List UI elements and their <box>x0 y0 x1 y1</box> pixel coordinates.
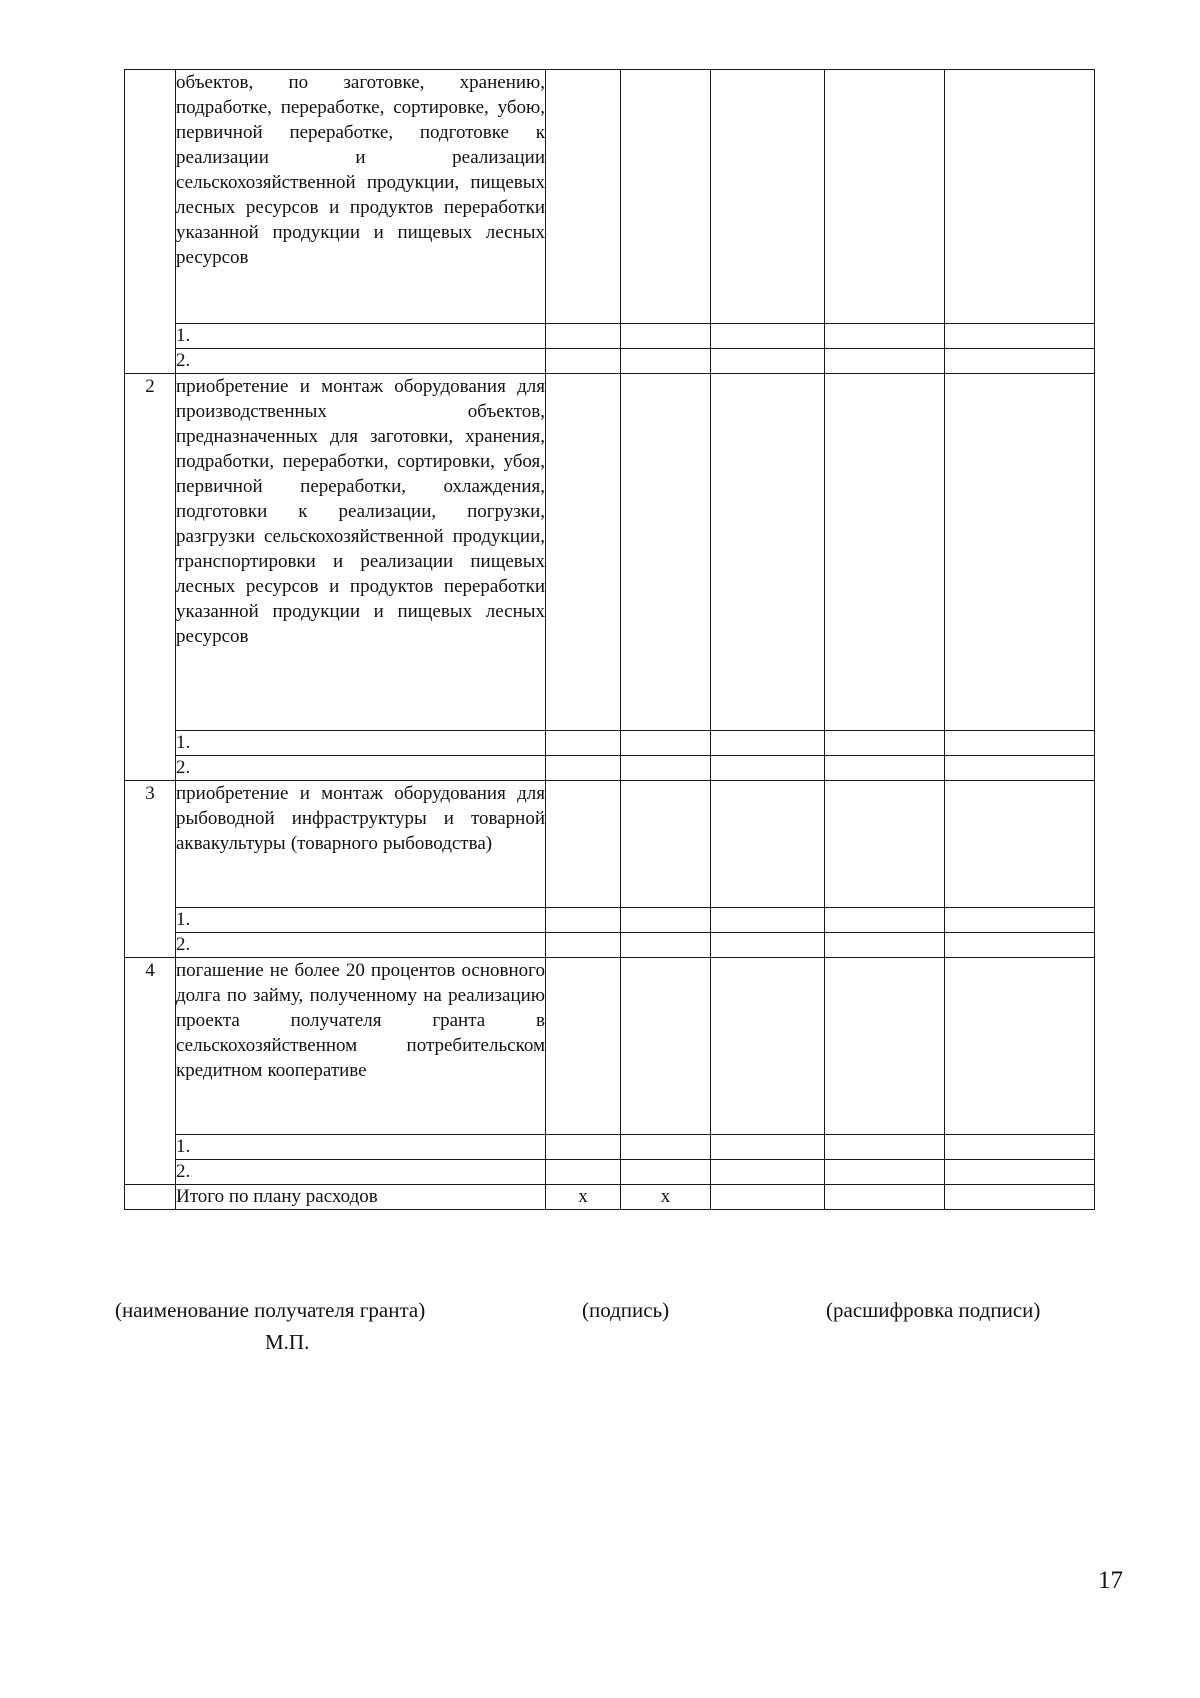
value-cell <box>825 324 945 349</box>
value-cell <box>546 1135 621 1160</box>
subitem-cell: 2. <box>176 933 546 958</box>
value-cell <box>621 1160 711 1185</box>
value-cell <box>945 933 1095 958</box>
value-cell <box>711 1160 825 1185</box>
table-row <box>125 933 1095 958</box>
row-description-cell <box>176 781 546 908</box>
table-row <box>125 958 1095 1135</box>
value-cell <box>945 1185 1095 1210</box>
value-cell <box>711 756 825 781</box>
value-cell <box>546 324 621 349</box>
value-cell <box>546 70 621 324</box>
table-row <box>125 1160 1095 1185</box>
value-cell <box>945 908 1095 933</box>
row-number-cell <box>125 70 176 374</box>
value-cell <box>546 958 621 1135</box>
value-cell <box>825 756 945 781</box>
table-row <box>125 781 1095 908</box>
value-cell <box>711 1135 825 1160</box>
value-cell <box>546 349 621 374</box>
table-row <box>125 1135 1095 1160</box>
total-x-mark: x <box>621 1185 711 1210</box>
value-cell <box>621 933 711 958</box>
value-cell <box>621 731 711 756</box>
row-description: приобретение и монтаж оборудования для производственных объектов, предназначенных для заготовки, хранения, подработки, переработки, сортировки, убоя, первичной переработки, охлаждения, подготовки к реализации, погрузки, разгрузки сельскохозяйственной продукции, транспортировки и реализации пищевых лесных ресурсов и продуктов переработки указанной продукции и пищевых лесных ресурсов <box>176 376 545 647</box>
table-row <box>125 70 1095 324</box>
value-cell <box>825 70 945 324</box>
value-cell <box>546 781 621 908</box>
value-cell <box>825 781 945 908</box>
value-cell <box>621 70 711 324</box>
value-cell <box>945 349 1095 374</box>
table-row <box>125 731 1095 756</box>
subitem-cell: 2. <box>176 1160 546 1185</box>
value-cell <box>711 324 825 349</box>
value-cell <box>621 756 711 781</box>
value-cell <box>546 374 621 731</box>
value-cell <box>711 933 825 958</box>
value-cell <box>945 324 1095 349</box>
value-cell <box>711 70 825 324</box>
row-number: 3 <box>125 781 176 958</box>
value-cell <box>945 731 1095 756</box>
row-description: приобретение и монтаж оборудования для рыбоводной инфраструктуры и товарной аквакультуры (товарного рыбоводства) <box>176 783 545 854</box>
value-cell <box>621 324 711 349</box>
subitem-cell: 2. <box>176 349 546 374</box>
value-cell <box>825 731 945 756</box>
value-cell <box>711 781 825 908</box>
total-label: Итого по плану расходов <box>176 1185 546 1210</box>
subitem-cell: 1. <box>176 731 546 756</box>
table-row <box>125 374 1095 731</box>
value-cell <box>825 1160 945 1185</box>
table-row <box>125 908 1095 933</box>
value-cell <box>825 933 945 958</box>
subitem-cell: 1. <box>176 1135 546 1160</box>
row-description-cell <box>176 70 546 324</box>
value-cell <box>945 70 1095 324</box>
table-row <box>125 349 1095 374</box>
value-cell <box>621 349 711 374</box>
row-description: погашение не более 20 процентов основного долга по займу, полученному на реализацию проекта получателя гранта в сельскохозяйственном потребительском кредитном кооперативе <box>176 960 545 1081</box>
signature-decoding-caption: (расшифровка подписи) <box>826 1298 1041 1322</box>
subitem-cell: 1. <box>176 908 546 933</box>
value-cell <box>621 374 711 731</box>
table-row <box>125 324 1095 349</box>
value-cell <box>546 908 621 933</box>
value-cell <box>711 374 825 731</box>
stamp-place-label: М.П. <box>265 1330 310 1354</box>
expense-plan-table <box>124 69 1095 1210</box>
value-cell <box>621 908 711 933</box>
value-cell <box>825 374 945 731</box>
value-cell <box>825 349 945 374</box>
row-description-cell <box>176 374 546 731</box>
value-cell <box>945 1135 1095 1160</box>
row-description: объектов, по заготовке, хранению, подработке, переработке, сортировке, убою, первичной переработке, подготовке к реализации и реализации сельскохозяйственной продукции, пищевых лесных ресурсов и продуктов переработки указанной продукции и пищевых лесных ресурсов <box>176 72 545 268</box>
value-cell <box>546 933 621 958</box>
value-cell <box>546 731 621 756</box>
value-cell <box>945 1160 1095 1185</box>
value-cell <box>945 756 1095 781</box>
recipient-name-caption: (наименование получателя гранта) <box>115 1298 426 1322</box>
row-number: 2 <box>125 374 176 781</box>
value-cell <box>621 781 711 908</box>
total-x-mark: x <box>546 1185 621 1210</box>
value-cell <box>711 349 825 374</box>
value-cell <box>825 1185 945 1210</box>
value-cell <box>825 1135 945 1160</box>
value-cell <box>825 958 945 1135</box>
value-cell <box>711 908 825 933</box>
value-cell <box>711 731 825 756</box>
subitem-cell: 2. <box>176 756 546 781</box>
table-row <box>125 756 1095 781</box>
value-cell <box>945 781 1095 908</box>
row-description-cell <box>176 958 546 1135</box>
value-cell <box>546 756 621 781</box>
value-cell <box>546 1160 621 1185</box>
value-cell <box>825 908 945 933</box>
value-cell <box>621 1135 711 1160</box>
value-cell <box>711 958 825 1135</box>
value-cell <box>711 1185 825 1210</box>
total-row <box>125 1185 1095 1210</box>
row-number-cell <box>125 1185 176 1210</box>
subitem-cell: 1. <box>176 324 546 349</box>
signature-caption: (подпись) <box>582 1298 670 1322</box>
value-cell <box>945 374 1095 731</box>
value-cell <box>945 958 1095 1135</box>
page-number: 17 <box>1098 1567 1123 1594</box>
row-number: 4 <box>125 958 176 1185</box>
value-cell <box>621 958 711 1135</box>
